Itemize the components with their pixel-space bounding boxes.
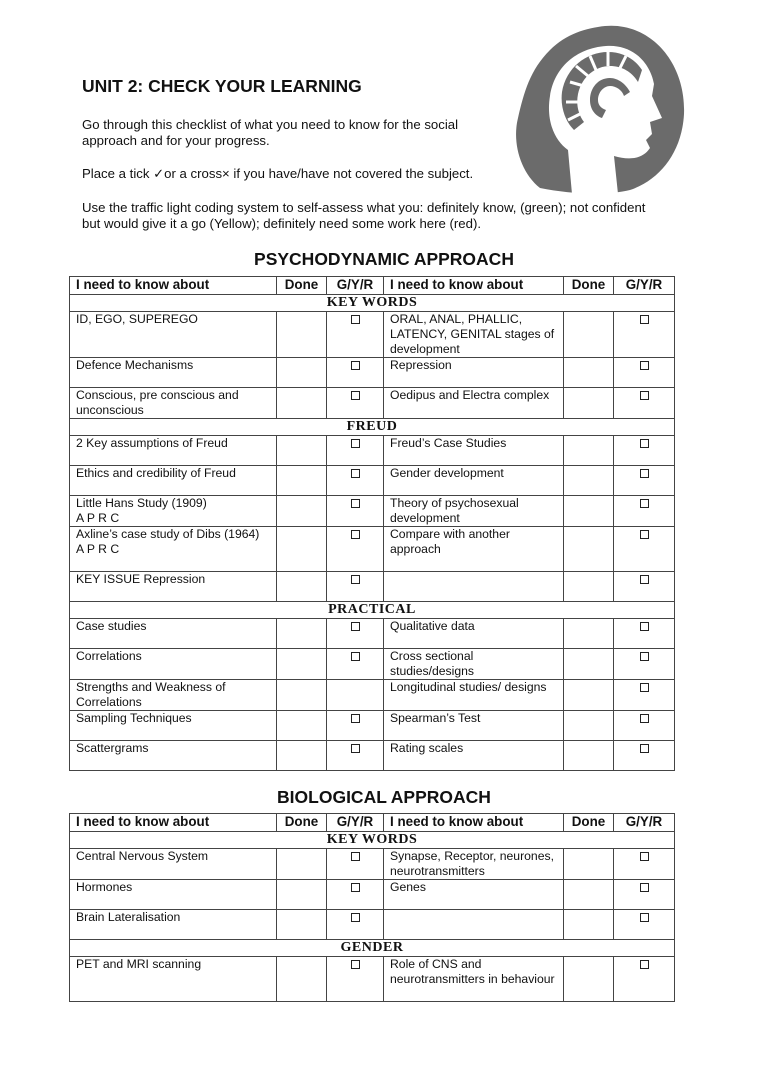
checkbox-icon[interactable] (640, 913, 649, 922)
done-cell[interactable] (564, 910, 614, 940)
done-cell[interactable] (277, 312, 327, 358)
done-cell[interactable] (277, 358, 327, 388)
checkbox-icon[interactable] (351, 960, 360, 969)
done-cell[interactable] (277, 680, 327, 711)
gyr-cell[interactable] (614, 312, 675, 358)
done-cell[interactable] (564, 849, 614, 880)
checkbox-icon[interactable] (640, 469, 649, 478)
topic-left: ID, EGO, SUPEREGO (70, 312, 277, 358)
table-header-row (70, 277, 675, 295)
col-gyr: G/Y/R (614, 814, 675, 832)
gyr-cell[interactable] (327, 312, 384, 358)
gyr-cell[interactable] (614, 741, 675, 771)
gyr-cell[interactable] (327, 957, 384, 1002)
checkbox-icon[interactable] (640, 714, 649, 723)
topic-right: Gender development (384, 466, 564, 496)
gyr-cell[interactable] (327, 496, 384, 527)
gyr-cell[interactable] (327, 527, 384, 572)
section-title: PRACTICAL (70, 602, 675, 619)
checkbox-icon[interactable] (351, 361, 360, 370)
topic-left: Conscious, pre conscious and unconscious (70, 388, 277, 419)
checkbox-icon[interactable] (351, 469, 360, 478)
psychodynamic-heading: PSYCHODYNAMIC APPROACH (254, 249, 514, 269)
checkbox-icon[interactable] (640, 439, 649, 448)
table-row (70, 388, 675, 419)
topic-left: Axline’s case study of Dibs (1964) A P R C (70, 527, 277, 572)
topic-right (384, 572, 564, 602)
checkbox-icon[interactable] (351, 530, 360, 539)
col-done: Done (564, 814, 614, 832)
done-cell[interactable] (564, 358, 614, 388)
table-row (70, 527, 675, 572)
done-cell[interactable] (277, 388, 327, 419)
gyr-cell[interactable] (327, 358, 384, 388)
checkbox-icon[interactable] (351, 852, 360, 861)
section-header-row (70, 940, 675, 957)
checkbox-icon[interactable] (351, 622, 360, 631)
topic-left: KEY ISSUE Repression (70, 572, 277, 602)
done-cell[interactable] (277, 880, 327, 910)
gyr-cell[interactable] (327, 466, 384, 496)
gyr-cell[interactable] (614, 957, 675, 1002)
done-cell[interactable] (564, 741, 614, 771)
gyr-cell[interactable] (327, 388, 384, 419)
col-done: Done (277, 814, 327, 832)
checkbox-icon[interactable] (640, 683, 649, 692)
gyr-cell[interactable] (614, 910, 675, 940)
topic-right: Oedipus and Electra complex (384, 388, 564, 419)
col-know: I need to know about (384, 814, 564, 832)
table-row (70, 741, 675, 771)
section-header-row (70, 832, 675, 849)
done-cell[interactable] (564, 680, 614, 711)
checkbox-icon[interactable] (351, 575, 360, 584)
done-cell[interactable] (277, 527, 327, 572)
col-know: I need to know about (70, 277, 277, 295)
table-row (70, 466, 675, 496)
gyr-cell[interactable] (327, 880, 384, 910)
checkbox-icon[interactable] (351, 883, 360, 892)
done-cell[interactable] (277, 649, 327, 680)
topic-left: Strengths and Weakness of Correlations (70, 680, 277, 711)
checkbox-icon[interactable] (640, 575, 649, 584)
gyr-cell[interactable] (327, 649, 384, 680)
done-cell[interactable] (277, 957, 327, 1002)
done-cell[interactable] (564, 388, 614, 419)
section-header-row (70, 419, 675, 436)
topic-right: Freud’s Case Studies (384, 436, 564, 466)
topic-left: Little Hans Study (1909) A P R C (70, 496, 277, 527)
topic-right: Spearman’s Test (384, 711, 564, 741)
gyr-cell[interactable] (614, 358, 675, 388)
intro-paragraph-2: Place a tick ✓or a cross× if you have/have not covered the subject. (82, 166, 474, 181)
topic-right: ORAL, ANAL, PHALLIC, LATENCY, GENITAL stages of development (384, 312, 564, 358)
done-cell[interactable] (564, 711, 614, 741)
intro-paragraph-3: Use the traffic light coding system to self-assess what you: definitely know, (green); not confident but would give it a go (Yellow); definitely need some work here (red). (82, 200, 646, 231)
gyr-cell[interactable] (614, 619, 675, 649)
section-header-row (70, 295, 675, 312)
table-row (70, 910, 675, 940)
page-title: UNIT 2: CHECK YOUR LEARNING (82, 76, 362, 96)
table-header-row (70, 814, 675, 832)
topic-right: Genes (384, 880, 564, 910)
table-row (70, 849, 675, 880)
psychodynamic-table (69, 276, 675, 771)
gyr-cell[interactable] (327, 572, 384, 602)
gyr-cell[interactable] (614, 527, 675, 572)
topic-right: Cross sectional studies/designs (384, 649, 564, 680)
topic-left: Sampling Techniques (70, 711, 277, 741)
gyr-cell[interactable] (614, 496, 675, 527)
topic-right: Longitudinal studies/ designs (384, 680, 564, 711)
checkbox-icon[interactable] (351, 714, 360, 723)
checkbox-icon[interactable] (351, 744, 360, 753)
checkbox-icon[interactable] (640, 315, 649, 324)
done-cell[interactable] (564, 957, 614, 1002)
gyr-cell (327, 680, 384, 711)
gyr-cell[interactable] (614, 466, 675, 496)
gyr-cell[interactable] (614, 680, 675, 711)
done-cell[interactable] (277, 741, 327, 771)
topic-left: Ethics and credibility of Freud (70, 466, 277, 496)
done-cell[interactable] (277, 436, 327, 466)
table-row (70, 436, 675, 466)
topic-right: Qualitative data (384, 619, 564, 649)
checkbox-icon[interactable] (640, 652, 649, 661)
table-row (70, 711, 675, 741)
checkbox-icon[interactable] (640, 960, 649, 969)
checkbox-icon[interactable] (640, 530, 649, 539)
topic-right: Theory of psychosexual development (384, 496, 564, 527)
topic-right: Rating scales (384, 741, 564, 771)
table-row (70, 957, 675, 1002)
done-cell[interactable] (277, 849, 327, 880)
section-header-row (70, 602, 675, 619)
done-cell[interactable] (277, 711, 327, 741)
gyr-cell[interactable] (614, 711, 675, 741)
topic-right: Repression (384, 358, 564, 388)
topic-right: Synapse, Receptor, neurones, neurotransmitters (384, 849, 564, 880)
checkbox-icon[interactable] (640, 361, 649, 370)
done-cell[interactable] (277, 572, 327, 602)
col-know: I need to know about (70, 814, 277, 832)
checkbox-icon[interactable] (640, 852, 649, 861)
table-row (70, 496, 675, 527)
head-brain-icon (510, 22, 688, 194)
intro-paragraph-1: Go through this checklist of what you need to know for the social approach and for your progress. (82, 117, 459, 148)
topic-left: Defence Mechanisms (70, 358, 277, 388)
biological-table (69, 813, 675, 1002)
done-cell[interactable] (277, 619, 327, 649)
done-cell[interactable] (564, 312, 614, 358)
col-gyr: G/Y/R (327, 277, 384, 295)
done-cell[interactable] (564, 496, 614, 527)
done-cell[interactable] (564, 619, 614, 649)
done-cell[interactable] (564, 436, 614, 466)
section-title: KEY WORDS (70, 832, 675, 849)
table-row (70, 358, 675, 388)
checkbox-icon[interactable] (351, 315, 360, 324)
done-cell[interactable] (564, 527, 614, 572)
col-gyr: G/Y/R (614, 277, 675, 295)
topic-left: Scattergrams (70, 741, 277, 771)
gyr-cell[interactable] (327, 741, 384, 771)
checkbox-icon[interactable] (351, 913, 360, 922)
gyr-cell[interactable] (327, 849, 384, 880)
checkbox-icon[interactable] (640, 883, 649, 892)
table-row (70, 572, 675, 602)
gyr-cell[interactable] (327, 436, 384, 466)
topic-right (384, 910, 564, 940)
table-row (70, 619, 675, 649)
checkbox-icon[interactable] (640, 622, 649, 631)
done-cell[interactable] (277, 910, 327, 940)
table-row (70, 680, 675, 711)
checkbox-icon[interactable] (351, 652, 360, 661)
topic-left: Case studies (70, 619, 277, 649)
done-cell[interactable] (564, 466, 614, 496)
checkbox-icon[interactable] (351, 439, 360, 448)
gyr-cell[interactable] (614, 849, 675, 880)
col-know: I need to know about (384, 277, 564, 295)
section-title: GENDER (70, 940, 675, 957)
checkbox-icon[interactable] (351, 499, 360, 508)
gyr-cell[interactable] (614, 880, 675, 910)
gyr-cell[interactable] (327, 910, 384, 940)
checkbox-icon[interactable] (640, 499, 649, 508)
done-cell[interactable] (277, 496, 327, 527)
col-done: Done (564, 277, 614, 295)
topic-left: Brain Lateralisation (70, 910, 277, 940)
topic-left: Central Nervous System (70, 849, 277, 880)
table-row (70, 312, 675, 358)
table-row (70, 649, 675, 680)
col-done: Done (277, 277, 327, 295)
checkbox-icon[interactable] (351, 391, 360, 400)
checkbox-icon[interactable] (640, 744, 649, 753)
biological-heading: BIOLOGICAL APPROACH (277, 787, 491, 807)
topic-left: PET and MRI scanning (70, 957, 277, 1002)
col-gyr: G/Y/R (327, 814, 384, 832)
topic-left: Hormones (70, 880, 277, 910)
gyr-cell[interactable] (614, 649, 675, 680)
table-row (70, 880, 675, 910)
topic-right: Role of CNS and neurotransmitters in behaviour (384, 957, 564, 1002)
done-cell[interactable] (277, 466, 327, 496)
gyr-cell[interactable] (614, 436, 675, 466)
topic-left: Correlations (70, 649, 277, 680)
done-cell[interactable] (564, 649, 614, 680)
gyr-cell[interactable] (327, 711, 384, 741)
gyr-cell[interactable] (614, 572, 675, 602)
done-cell[interactable] (564, 880, 614, 910)
section-title: FREUD (70, 419, 675, 436)
gyr-cell[interactable] (327, 619, 384, 649)
done-cell[interactable] (564, 572, 614, 602)
checkbox-icon[interactable] (640, 391, 649, 400)
gyr-cell[interactable] (614, 388, 675, 419)
topic-left: 2 Key assumptions of Freud (70, 436, 277, 466)
topic-right: Compare with another approach (384, 527, 564, 572)
section-title: KEY WORDS (70, 295, 675, 312)
